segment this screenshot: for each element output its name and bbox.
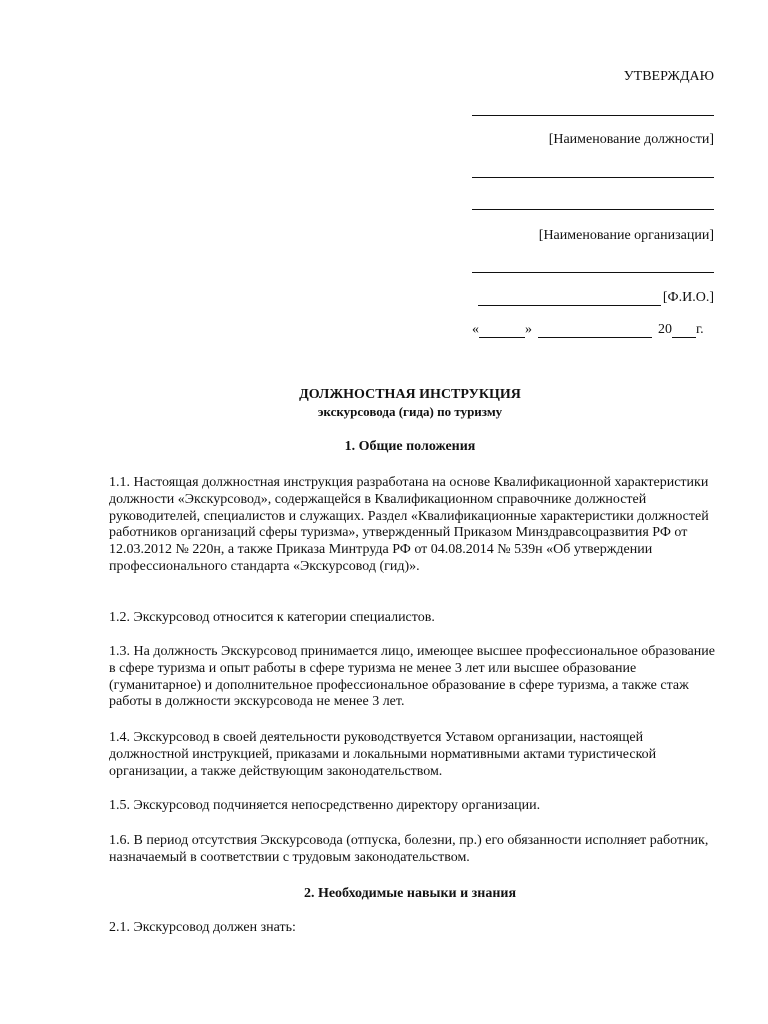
paragraph-1-1: 1.1. Настоящая должностная инструкция разработана на основе Квалификационной характеристики должности «Экскурсовод», содержащейся в Квалификационном справочнике должностей руководителей, специалистов и служащих. Раздел «Квалификационные характеристики должностей работников организаций сферы туризма», утвержденный Приказом Минздравсоцразвития РФ от 12.03.2012 № 220н, а также Приказа Минтруда РФ от 04.08.2014 № 539н «Об утверждении профессионального стандарта «Экскурсовод (гид)». bbox=[109, 475, 709, 574]
date-close-quote: » bbox=[525, 322, 532, 337]
section-heading: 2. Необходимые навыки и знания bbox=[303, 886, 517, 901]
fio-placeholder: [Ф.И.О.] bbox=[662, 290, 714, 305]
document-subtitle: экскурсовода (гида) по туризму bbox=[317, 404, 503, 419]
year-suffix: г. bbox=[696, 322, 704, 337]
date-open-quote: « bbox=[472, 322, 479, 337]
day-blank bbox=[479, 323, 525, 338]
year-prefix: 20 bbox=[658, 322, 672, 337]
paragraph-1-6: 1.6. В период отсутствия Экскурсовода (отпуска, болезни, пр.) его обязанности исполняет работник, назначаемый в соответствии с трудовым законодательством. bbox=[109, 833, 709, 865]
position-line-1 bbox=[472, 177, 714, 178]
paragraph-1-2: 1.2. Экскурсовод относится к категории специалистов. bbox=[109, 610, 435, 625]
year-blank bbox=[672, 323, 696, 338]
paragraph-1-5: 1.5. Экскурсовод подчиняется непосредственно директору организации. bbox=[109, 798, 541, 813]
date-row bbox=[472, 322, 714, 338]
organization-line bbox=[472, 272, 714, 273]
paragraph-2-1: 2.1. Экскурсовод должен знать: bbox=[109, 920, 296, 935]
fio-row bbox=[478, 290, 714, 306]
position-placeholder: [Наименование должности] bbox=[548, 132, 714, 147]
position-line-2 bbox=[472, 209, 714, 210]
document-title: ДОЛЖНОСТНАЯ ИНСТРУКЦИЯ bbox=[299, 387, 521, 402]
organization-placeholder: [Наименование организации] bbox=[538, 228, 714, 243]
paragraph-1-4: 1.4. Экскурсовод в своей деятельности руководствуется Уставом организации, настоящей должностной инструкцией, приказами и локальными нормативными актами туристической организации, а также действующим законодательством. bbox=[109, 730, 657, 779]
approval-signature-line bbox=[472, 115, 714, 116]
month-blank bbox=[538, 323, 652, 338]
fio-blank-line bbox=[478, 291, 661, 306]
section-heading: 1. Общие положения bbox=[344, 439, 476, 454]
approval-title: УТВЕРЖДАЮ bbox=[623, 69, 714, 84]
paragraph-1-3: 1.3. На должность Экскурсовод принимается лицо, имеющее высшее профессиональное образование в сфере туризма и опыт работы в сфере туризма не менее 3 лет или высшее образование (гуманитарное) и дополнительное профессиональное образование в сфере туризма, а также стаж работы в должности экскурсовода не менее 3 лет. bbox=[109, 644, 715, 710]
